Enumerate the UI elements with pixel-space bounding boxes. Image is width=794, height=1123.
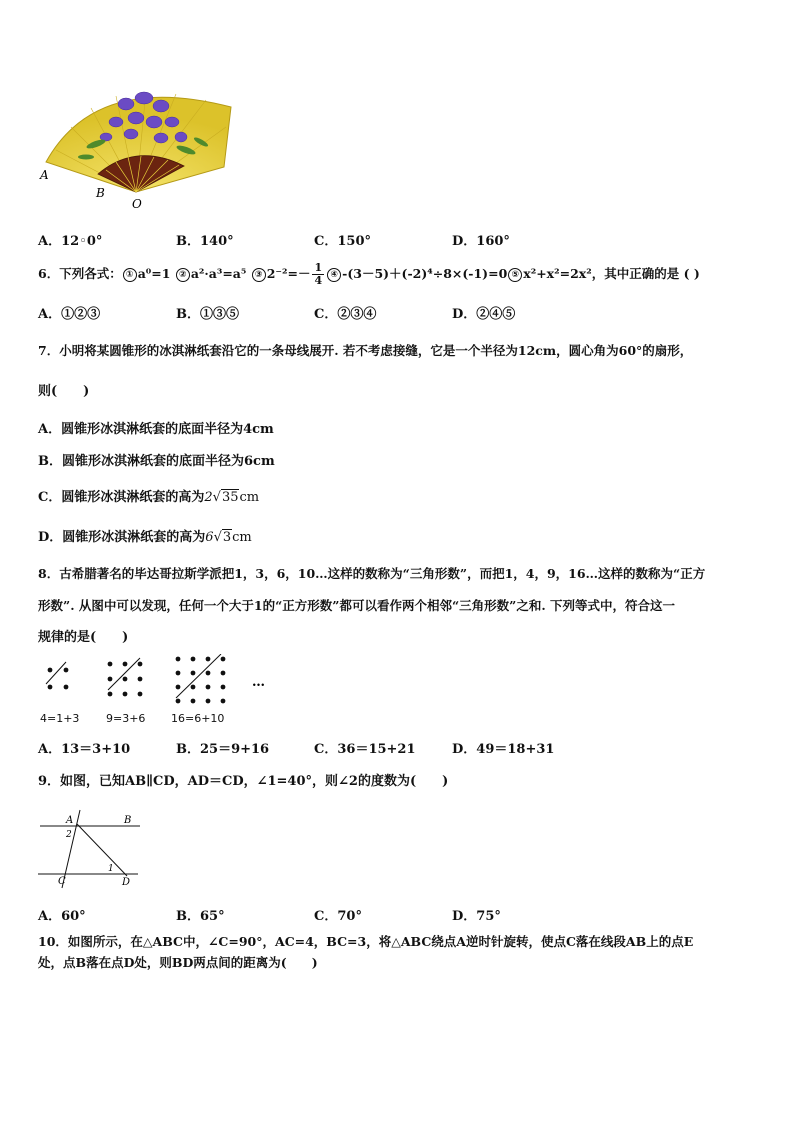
- q8-option-b: B．25＝9+16: [176, 742, 270, 757]
- q7-option-b: B．圆锥形冰淇淋纸套的底面半径为6cm: [38, 454, 275, 469]
- q9-label-a: A: [66, 815, 74, 826]
- q9-option-c: C．70°: [314, 909, 362, 924]
- dots-caption-1: 4=1+3: [40, 712, 80, 725]
- parallel-lines-figure: [36, 806, 146, 890]
- q9-question: 9．如图，已知AB∥CD，AD＝CD，∠1=40°，则∠2的度数为( ): [38, 774, 449, 789]
- q6-option-a: A．①②③: [38, 307, 101, 322]
- q5-option-c: C．150°: [314, 234, 371, 249]
- q6-question: 6．下列各式： ① a⁰=1 ② a²·a³=a⁵ ③ 2⁻²=－ $\frac{1}{4}$ ④ -(3－5)＋(-2)⁴÷8×(-1)=0 ⑤ x²+x²=2x²，其中正确的是 ( ): [38, 261, 700, 287]
- q5-option-a: A．12◦0°: [38, 234, 103, 249]
- q8-question-line1: 8．古希腊著名的毕达哥拉斯学派把1，3，6，10…这样的数称为“三角形数”，而把1，4，9，16…这样的数称为“正方: [38, 566, 706, 581]
- q10-question-line1: 10．如图所示，在△ABC中，∠C=90°，AC=4，BC=3，将△ABC绕点A逆时针旋转，使点C落在线段AB上的点E: [38, 934, 694, 949]
- q5-option-d: D．160°: [452, 234, 510, 249]
- q9-option-d: D．75°: [452, 909, 501, 924]
- q8-question-line2: 形数”. 从图中可以发现，任何一个大于1的“正方形数”都可以看作两个相邻“三角形数”之和. 下列等式中，符合这一: [38, 598, 676, 613]
- q9-option-b: B．65°: [176, 909, 225, 924]
- q6-fraction: $\frac{1}{4}$: [314, 261, 323, 287]
- q9-option-a: A．60°: [38, 909, 86, 924]
- q6-option-d: D．②④⑤: [452, 307, 516, 322]
- q8-question-line3: 规律的是( ): [38, 630, 129, 645]
- square-number-dots: [40, 654, 280, 704]
- q10-question-line2: 处，点B落在点D处，则BD两点间的距离为( ): [38, 955, 318, 970]
- fan-label-b: B: [96, 186, 105, 200]
- fan-label-o: O: [132, 197, 142, 211]
- q8-option-c: C．36＝15+21: [314, 742, 416, 757]
- q9-label-2: 2: [66, 830, 72, 840]
- q8-option-d: D．49＝18+31: [452, 742, 555, 757]
- dots-caption-3: 16=6+10: [171, 712, 225, 725]
- q6-option-c: C．②③④: [314, 307, 377, 322]
- q9-label-c: C: [58, 876, 66, 887]
- q5-option-b: B．140°: [176, 234, 234, 249]
- fan-figure: [36, 82, 236, 217]
- dots-caption-2: 9=3+6: [106, 712, 146, 725]
- q7-option-a: A．圆锥形冰淇淋纸套的底面半径为4cm: [38, 422, 274, 437]
- q9-label-d: D: [122, 877, 131, 888]
- q8-option-a: A．13＝3+10: [38, 742, 131, 757]
- q9-label-b: B: [124, 815, 132, 826]
- q7-option-c: C．圆锥形冰淇淋纸套的高为2√35cm: [38, 490, 260, 505]
- fan-label-a: A: [40, 168, 49, 182]
- q6-option-b: B．①③⑤: [176, 307, 239, 322]
- q9-label-1: 1: [108, 864, 114, 874]
- dots-ellipsis: …: [252, 675, 265, 690]
- q7-question-line2: 则( ): [38, 384, 90, 399]
- q7-option-d: D．圆锥形冰淇淋纸套的高为6√3cm: [38, 530, 252, 545]
- q7-question-line1: 7．小明将某圆锥形的冰淇淋纸套沿它的一条母线展开. 若不考虑接缝，它是一个半径为12cm，圆心角为60°的扇形，: [38, 343, 693, 358]
